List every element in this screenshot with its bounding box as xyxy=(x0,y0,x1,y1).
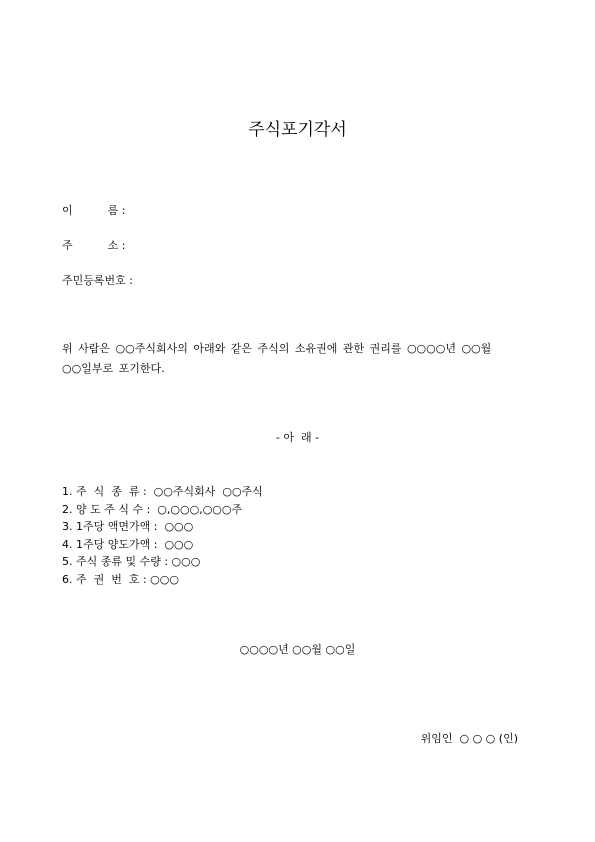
list-item: 3. 1주당 액면가액 : ○○○ xyxy=(62,520,194,533)
body-paragraph-line-2: ○○일부로 포기한다. xyxy=(62,362,165,375)
stock-details-list xyxy=(62,483,263,588)
section-heading: - 아 래 - xyxy=(275,431,320,444)
list-item: 6. 주 권 번 호 : ○○○ xyxy=(62,572,179,586)
name-field-label: 이 름 : xyxy=(62,204,126,217)
list-item: 5. 주식 종류 및 수량 : ○○○ xyxy=(62,555,201,568)
document-date: ○○○○년 ○○월 ○○일 xyxy=(239,643,356,656)
document-title: 주식포기각서 xyxy=(248,120,347,140)
resident-number-field-label: 주민등록번호 : xyxy=(62,274,133,287)
body-paragraph xyxy=(62,339,532,379)
signature-line: 위임인 ○ ○ ○ (인) xyxy=(420,732,518,745)
address-field-label: 주 소 : xyxy=(62,239,126,252)
body-paragraph-line-1: 위 사람은 ○○주식회사의 아래와 같은 주식의 소유권에 관한 권리를 ○○○○년 ○○월 xyxy=(62,342,492,355)
list-item: 2. 양 도 주 식 수 : ○,○○○,○○○주 xyxy=(62,502,243,516)
list-item: 4. 1주당 양도가액 : ○○○ xyxy=(62,537,194,551)
list-item: 1. 주 식 종 류 : ○○주식회사 ○○주식 xyxy=(62,485,263,498)
